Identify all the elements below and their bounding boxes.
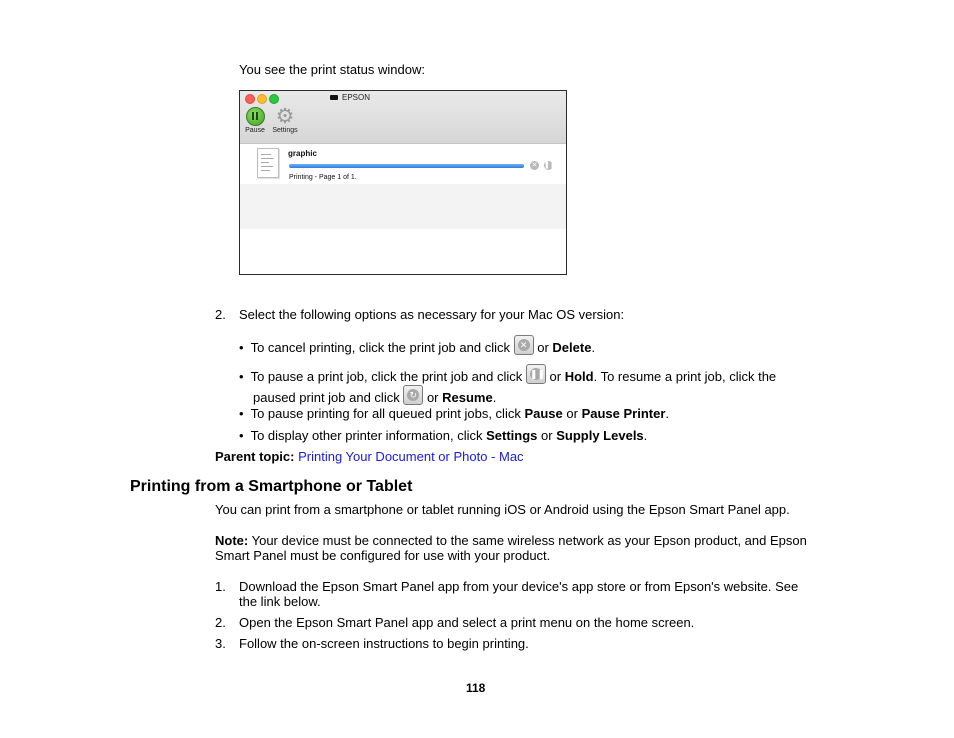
bullet-hold-line2	[253, 385, 496, 405]
bullet-end: .	[492, 390, 497, 405]
intro-text: You see the print status window:	[239, 62, 425, 77]
bullet-text: To pause a print job, click the print job and click	[250, 369, 523, 384]
pause-printer-bold: Pause Printer	[581, 406, 666, 421]
step-number: 3.	[215, 636, 226, 651]
bullet-text: To pause printing for all queued print jobs, click	[250, 406, 521, 421]
step-number: 1.	[215, 579, 226, 594]
parent-topic-label: Parent topic:	[215, 449, 295, 464]
print-job-row[interactable]	[240, 144, 566, 184]
window-titlebar	[240, 91, 566, 144]
bullet-end: .	[665, 406, 670, 421]
bullet-dot: •	[239, 428, 244, 443]
resume-label: Resume	[442, 390, 493, 405]
resume-icon: ↻	[403, 385, 423, 405]
zoom-window-button[interactable]	[269, 94, 279, 104]
parent-topic-link[interactable]: Printing Your Document or Photo - Mac	[298, 449, 524, 464]
hold-job-icon[interactable]: ❚❚	[544, 162, 556, 169]
step-number: 2.	[215, 615, 226, 630]
print-status-window	[239, 90, 567, 275]
settings-button[interactable]	[269, 107, 301, 134]
step-text: Open the Epson Smart Panel app and select a print menu on the home screen.	[239, 615, 695, 630]
step-text-continued: the link below.	[239, 594, 321, 609]
bullet-text-continued: . To resume a print job, click the	[593, 369, 777, 384]
pause-button[interactable]	[243, 107, 267, 134]
bullet-end: .	[643, 428, 648, 443]
supply-levels-bold: Supply Levels	[556, 428, 644, 443]
gear-icon: ⚙	[275, 105, 295, 128]
bullet-text: To display other printer information, click	[250, 428, 483, 443]
note-line-1	[215, 533, 807, 548]
close-window-button[interactable]	[245, 94, 255, 104]
minimize-window-button[interactable]	[257, 94, 267, 104]
bullet-or: or	[549, 369, 562, 384]
bullet-dot: •	[239, 369, 244, 384]
bullet-or: or	[541, 428, 553, 443]
bullet-or: or	[426, 390, 439, 405]
section-heading: Printing from a Smartphone or Tablet	[130, 478, 413, 495]
bullet-text: To cancel printing, click the print job and click	[250, 340, 510, 355]
hold-icon: ❚❚	[526, 364, 546, 384]
job-status: Printing - Page 1 of 1.	[289, 174, 357, 181]
note-label: Note:	[215, 533, 249, 548]
step-text: Follow the on-screen instructions to begin printing.	[239, 636, 529, 651]
window-title: EPSON	[342, 93, 371, 102]
bullet-cancel	[239, 335, 595, 355]
step-text: Download the Epson Smart Panel app from your device's app store or from Epson's website. See	[239, 579, 799, 594]
hold-label: Hold	[564, 369, 594, 384]
pause-label: Pause	[245, 127, 265, 134]
bullet-or: or	[566, 406, 578, 421]
parent-topic	[215, 449, 524, 464]
section-paragraph: You can print from a smartphone or tablet running iOS or Android using the Epson Smart Panel app.	[215, 502, 790, 517]
bullet-pause-all	[239, 406, 669, 421]
bullet-dot: •	[239, 340, 244, 355]
bullet-or: or	[537, 340, 549, 355]
bullet-end: .	[591, 340, 596, 355]
bullet-text: paused print job and click	[253, 390, 400, 405]
settings-label: Settings	[272, 127, 298, 134]
printer-icon	[330, 95, 338, 100]
page-number: 118	[466, 681, 486, 695]
pause-icon	[246, 107, 265, 126]
step-2-number: 2.	[215, 307, 226, 322]
job-progress-bar	[289, 164, 524, 168]
settings-bold: Settings	[486, 428, 538, 443]
job-name: graphic	[288, 149, 317, 158]
pause-bold: Pause	[524, 406, 563, 421]
bullet-dot: •	[239, 406, 244, 421]
note-text: Your device must be connected to the same wireless network as your Epson product, and Epson	[251, 533, 807, 548]
delete-label: Delete	[552, 340, 592, 355]
bullet-hold	[239, 364, 776, 384]
bullet-settings	[239, 428, 647, 443]
step-2-text: Select the following options as necessary for your Mac OS version:	[239, 307, 625, 322]
delete-job-icon[interactable]: ✕	[531, 162, 538, 169]
delete-icon: ✕	[514, 335, 534, 355]
empty-job-row	[240, 184, 566, 229]
document-thumbnail-icon	[257, 148, 279, 178]
job-progress-fill	[289, 164, 524, 168]
note-line-2: Smart Panel must be configured for use with your product.	[215, 548, 551, 563]
